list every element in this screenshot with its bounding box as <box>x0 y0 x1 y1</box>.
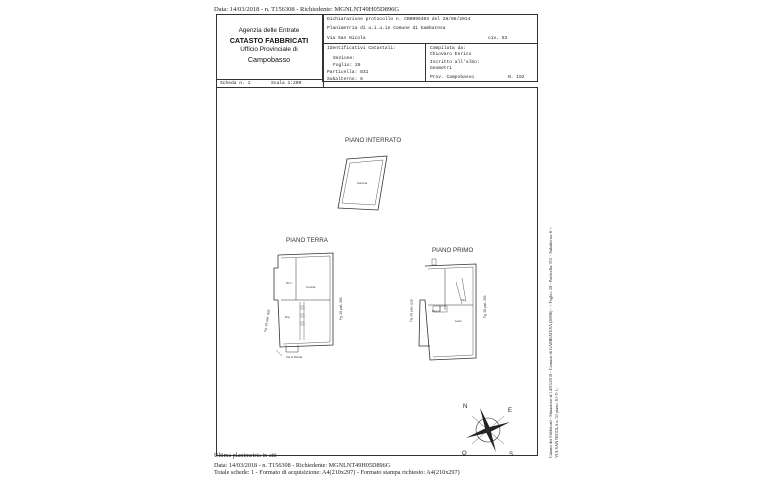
compiled-prov: Prov. Campobasso <box>430 75 475 80</box>
plan-first-floor <box>419 259 476 360</box>
agency-name: Agenzia delle Entrate <box>238 27 300 34</box>
identifiers-particella: Particella: 831 <box>327 70 369 75</box>
agency-catasto: CATASTO FABBRICATI <box>229 36 309 45</box>
room-cantina: Cantina <box>356 181 368 185</box>
compass-e: E <box>508 408 513 414</box>
room-rip-ground: Rip. <box>285 315 291 319</box>
header-request-line: Data: 14/03/2018 - n. T156308 - Richiedente: MGNLNT49H05D896G <box>214 6 400 13</box>
room-wc: W.C. <box>286 281 293 285</box>
declaration-via: Via San Nicola <box>327 36 366 41</box>
footer-ultima: Ultima planimetria in atti <box>214 452 277 459</box>
compiled-albo: Geometri <box>430 66 453 71</box>
compass-rose-icon <box>466 408 513 452</box>
piano-primo-title: PIANO PRIMO <box>432 247 474 254</box>
side-line-2: VIA SAN NICOLA n. 53 piano: S1-T-1; <box>554 388 559 458</box>
identifiers-sezione: Sezione: <box>333 56 356 61</box>
identifiers-foglio: Foglio: 28 <box>333 63 361 68</box>
footer-totale: Totale schede: 1 - Formato di acquisizione: A4(210x297) - Formato stampa richiesto: A4(210x297) <box>214 469 460 476</box>
pt-side-b: Fg. 28 part. 289 <box>339 297 343 320</box>
piano-interrato-title: PIANO INTERRATO <box>345 137 402 144</box>
plan-ground-floor <box>274 253 333 356</box>
pp-side-b: Fg. 28 part. 289 <box>483 295 487 318</box>
room-cucina: Cucina <box>306 285 316 289</box>
room-letto: Letto <box>455 319 462 323</box>
via-label: Via S.Nicola <box>285 355 303 359</box>
declaration-prot: Dichiarazione protocollo n. CB0095403 del 28/08/2014 <box>327 17 471 22</box>
compiled-number: N. 192 <box>508 75 525 80</box>
side-line-1: Catasto dei Fabbricati - Situazione al 14/03/2018 - Comune di GAMBATESA (D896) - < Foglio: 28 - Particella: 831 - Subalterno: 6 > <box>548 227 553 458</box>
identifiers-subalterno: Subalterno: 6 <box>327 77 363 82</box>
declaration-planimetria: Planimetria di u.i.u.in Comune di Gambatesa <box>327 26 446 31</box>
room-bagno: Bagno <box>432 310 440 313</box>
compiled-label: Compilata da: <box>430 46 466 51</box>
agency-province: Campobasso <box>247 55 291 64</box>
scheda-scale: Scala 1:200 <box>271 81 302 86</box>
compass-n: N <box>463 404 468 410</box>
compass-s: S <box>509 452 514 458</box>
compiled-iscritto: Iscritto all'albo: <box>430 60 480 65</box>
pt-side-a: Fg. 28 part. 829 <box>263 309 271 333</box>
agency-ufficio: Ufficio Provinciale di <box>240 46 298 53</box>
scheda-number: Scheda n. 1 <box>220 81 251 86</box>
footer-data: Data: 14/03/2018 - n. T156308 - Richiedente: MGNLNT49H05D896G <box>214 462 391 469</box>
identifiers-title: Identificativi Catastali: <box>327 46 396 51</box>
compiled-name: Chiovaro Enrico <box>430 52 472 57</box>
pp-side-a: Fg. 28 part. 829 <box>409 299 414 323</box>
room-rip-first: Rip. <box>461 299 466 302</box>
side-catasto-text <box>548 227 560 458</box>
piano-terra-title: PIANO TERRA <box>286 237 328 244</box>
declaration-civ: civ. 53 <box>488 36 508 41</box>
compass-o: O <box>462 451 467 457</box>
